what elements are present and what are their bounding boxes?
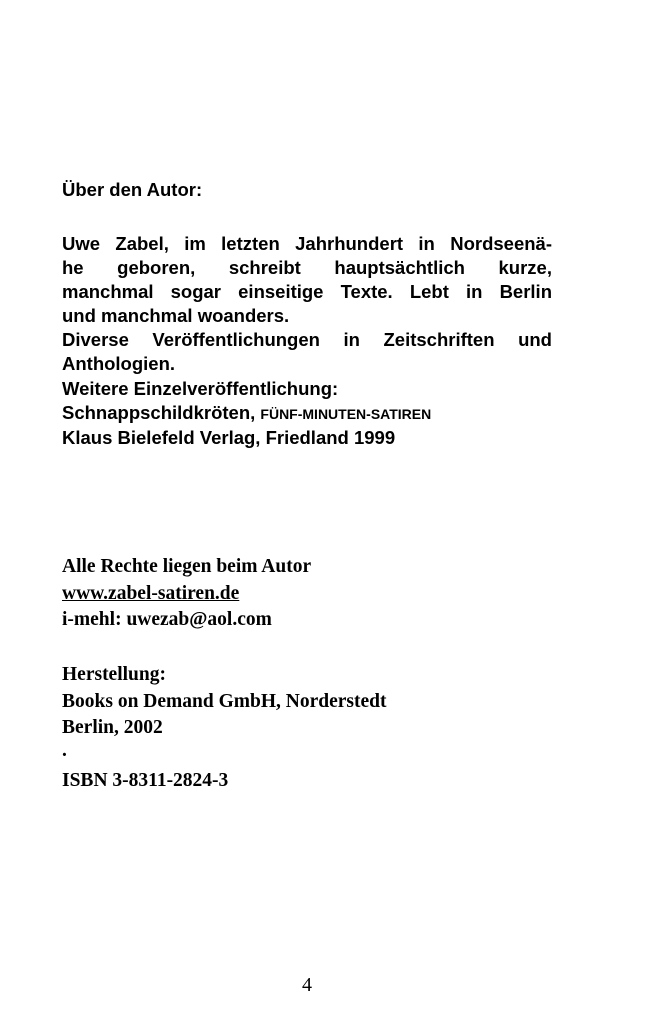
rights-contact bbox=[62, 554, 552, 634]
publisher-line: Klaus Bielefeld Verlag, Friedland 1999 bbox=[62, 426, 396, 448]
bio-line: Weitere Einzelveröffentlichung: bbox=[62, 377, 339, 399]
bio-line: Anthologien. bbox=[62, 353, 176, 375]
production-label: Herstellung: bbox=[62, 664, 166, 685]
book-reference bbox=[62, 401, 552, 426]
website-line bbox=[62, 581, 552, 608]
separator-dot: . bbox=[62, 739, 67, 761]
page-number: 4 bbox=[302, 974, 312, 996]
bio-line: he geboren, schreibt hauptsächtlich kurze, bbox=[62, 257, 552, 279]
isbn: ISBN 3-8311-2824-3 bbox=[62, 770, 229, 791]
email-line: i-mehl: uwezab@aol.com bbox=[62, 609, 272, 630]
book-subtitle: FÜNF-MINUTEN-SATIREN bbox=[260, 405, 432, 422]
about-heading-text: Über den Autor: bbox=[62, 179, 203, 200]
website-link[interactable]: www.zabel-satiren.de bbox=[62, 582, 240, 604]
rights-statement: Alle Rechte liegen beim Autor bbox=[62, 556, 312, 577]
author-bio bbox=[62, 232, 552, 450]
book-title: Schnappschildkröten, bbox=[62, 401, 256, 423]
production-company: Books on Demand GmbH, Norderstedt bbox=[62, 690, 387, 712]
bio-line: manchmal sogar einseitige Texte. Lebt in Berlin bbox=[62, 281, 552, 303]
bio-line: und manchmal woanders. bbox=[62, 305, 290, 327]
bio-line: Uwe Zabel, im letzten Jahrhundert in Nordseenä- bbox=[62, 233, 552, 254]
about-author-heading bbox=[62, 178, 552, 202]
production-place-year: Berlin, 2002 bbox=[62, 717, 163, 738]
production-info bbox=[62, 662, 552, 795]
bio-line: Diverse Veröffentlichungen in Zeitschriften und bbox=[62, 329, 552, 351]
